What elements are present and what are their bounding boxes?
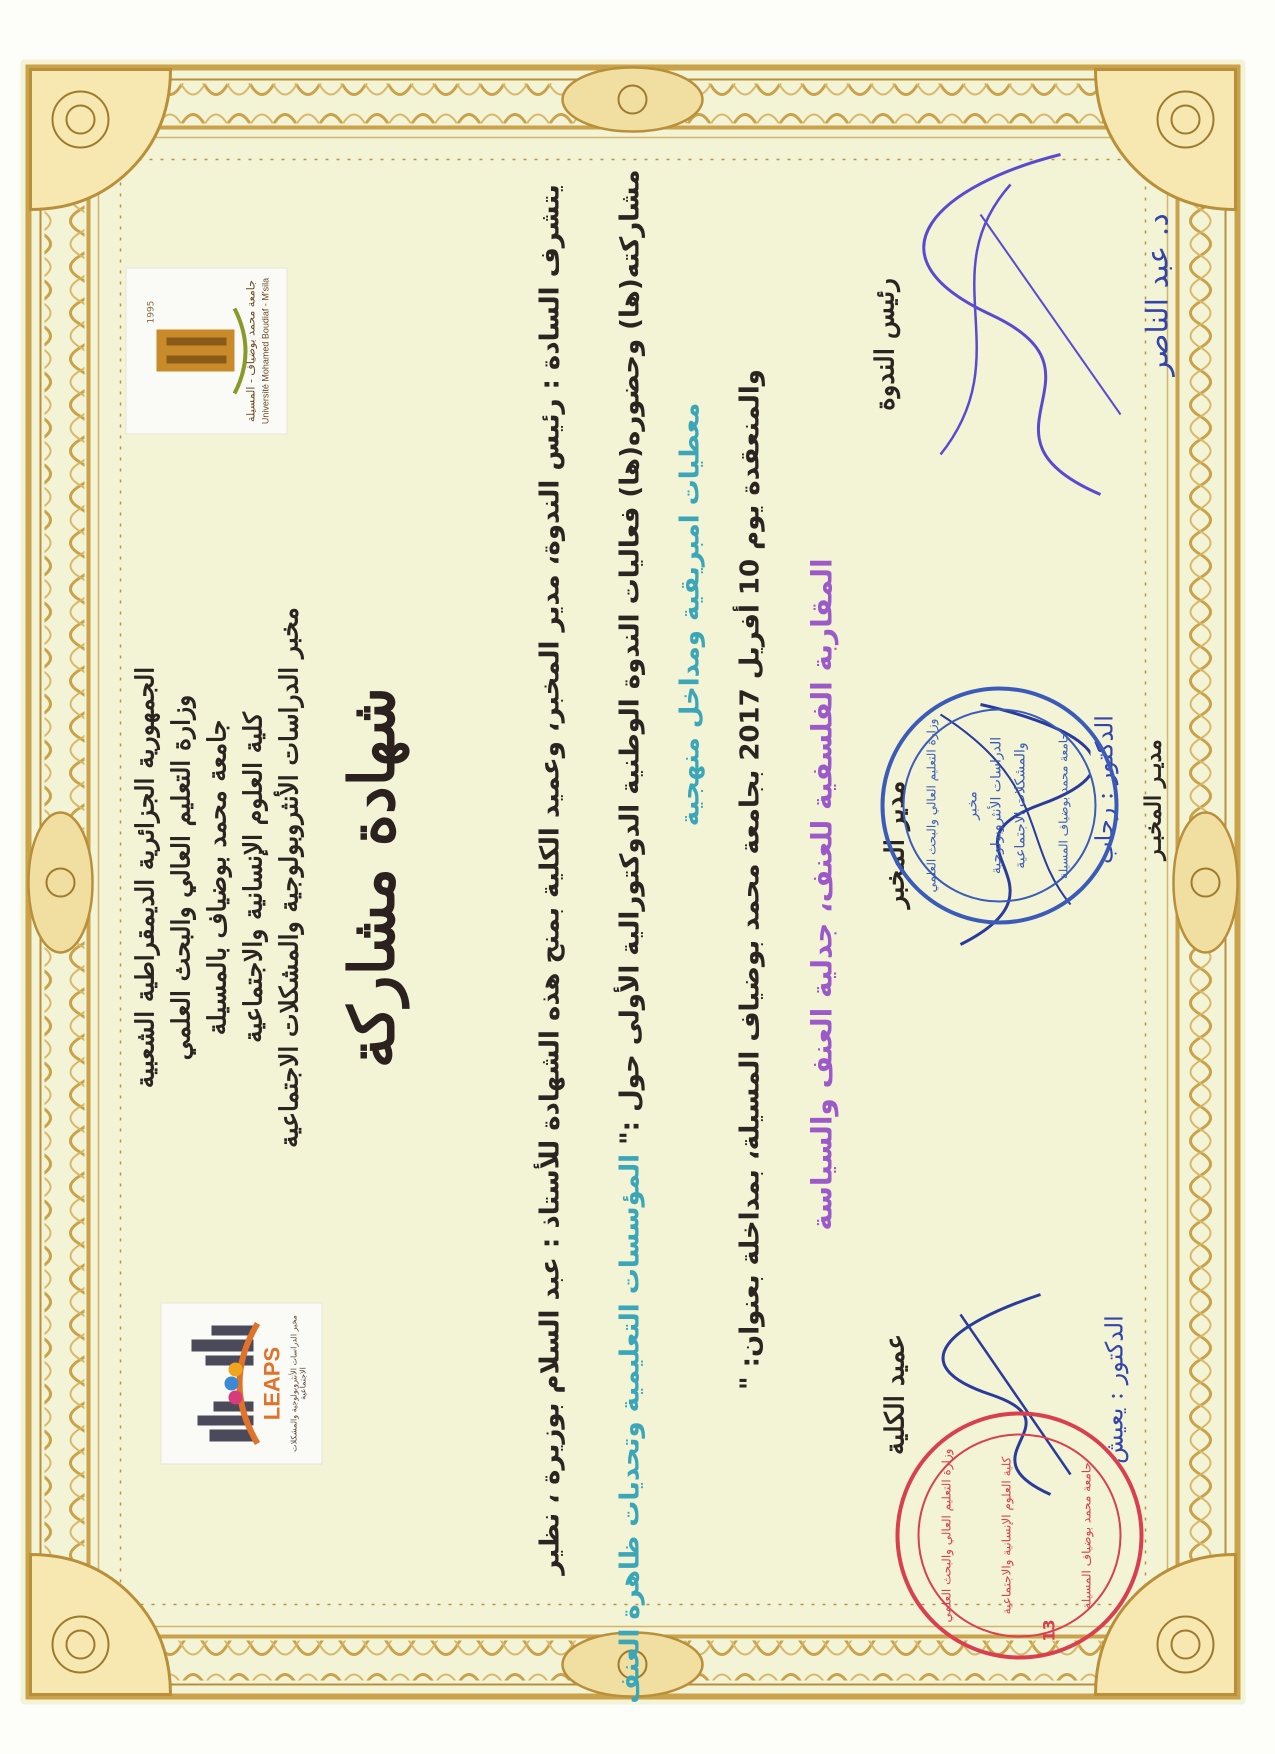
lab-stamp-line-4: والمشكلات الاجتماعية xyxy=(1012,741,1028,869)
faculty-stamp-number: 13 xyxy=(1039,1618,1058,1642)
lab-stamp-line-1: وزارة التعليم العالي والبحث العلمي xyxy=(924,718,938,892)
lab-director-title: مدير المخبر xyxy=(880,780,910,908)
dean-title: عميد الكلية xyxy=(880,1333,910,1455)
header-university: جامعة محمد بوضياف بالمسيلة xyxy=(202,719,231,1035)
body-line-1 xyxy=(535,169,565,1589)
body-intro-end: ، نظير xyxy=(535,1493,565,1575)
header-republic: الجمهورية الجزائرية الديمقراطية الشعبية xyxy=(130,666,159,1088)
chair-signature xyxy=(900,134,1140,514)
body-line-3: والمنعقدة يوم 10 أفريل 2017 بجامعة محمد بوضياف المسيلة، بمداخلة بعنوان: " xyxy=(735,368,765,1390)
header-ministry: وزارة التعليم العالي والبحث العلمي xyxy=(166,694,195,1060)
university-logo-arabic: جامعة محمد بوضياف - المسيلة xyxy=(244,279,257,422)
body-intro: يتشرف السادة : رئيس الندوة، مدير المخبر، وعميد الكلية بمنح هذه الشهادة للأستاذ xyxy=(535,183,565,1229)
lab-stamp-line-2: مخبر xyxy=(964,790,980,820)
recipient-name: : عبد السلام بوزيرة xyxy=(535,1237,565,1485)
faculty-stamp xyxy=(895,1411,1143,1659)
lab-director-name: الدكتور : رجاب xyxy=(1090,714,1118,864)
faculty-stamp-line-1: وزارة التعليم العالي والبحث العلمي xyxy=(939,1448,953,1622)
chair-name: د. عبد الناصر xyxy=(1140,212,1175,376)
header-lab: مخبر الدراسات الأنثروبولوجية والمشكلات الاجتماعية xyxy=(274,606,303,1148)
university-logo xyxy=(125,267,287,434)
dean-name: الدكتور : يعيش xyxy=(1100,1314,1128,1464)
faculty-stamp-line-3: جامعة محمد بوضياف المسيلة xyxy=(1079,1461,1093,1609)
body-participation: مشاركته(ها) وحضوره(ها) فعاليات الندوة الوطنية الدوكتورالية الأولى حول :" xyxy=(615,169,645,1145)
chair-title: رئيس الندوة xyxy=(870,277,900,411)
symposium-subtitle: معطيات امبريقية ومداخل منهجية xyxy=(675,402,705,826)
lab-director-caption: مديـر المخبـر xyxy=(1140,738,1166,860)
lab-stamp-line-3: الدراسات الأنثروبولوجية xyxy=(988,736,1004,874)
university-logo-latin: Université Mohamed Boudiaf - M'sila xyxy=(260,277,270,424)
paper-title: المقاربة الفلسفية للعنف، جدلية العنف والسياسة xyxy=(805,557,838,1231)
header-faculty: كلية العلوم الإنسانية والاجتماعية xyxy=(238,711,267,1043)
lab-logo-caption: مخبر الدراسات الأنثروبولوجية والمشكلات الاجتماعية xyxy=(289,1314,307,1452)
lab-logo-text: LEAPS xyxy=(259,1346,284,1420)
lab-logo xyxy=(160,1302,322,1464)
lab-stamp xyxy=(880,686,1118,924)
faculty-stamp-line-2: كلية العلوم الإنسانية والاجتماعية xyxy=(999,1456,1013,1614)
lab-stamp-line-5: جامعة محمد بوضياف المسيلة xyxy=(1056,731,1070,879)
body-line-2 xyxy=(615,169,645,1704)
university-logo-year: 1995 xyxy=(146,300,156,323)
certificate-title: شهادة مشاركة xyxy=(335,686,408,1068)
symposium-topic: المؤسسات التعليمية وتحديات ظاهرة العنف xyxy=(615,1153,645,1704)
